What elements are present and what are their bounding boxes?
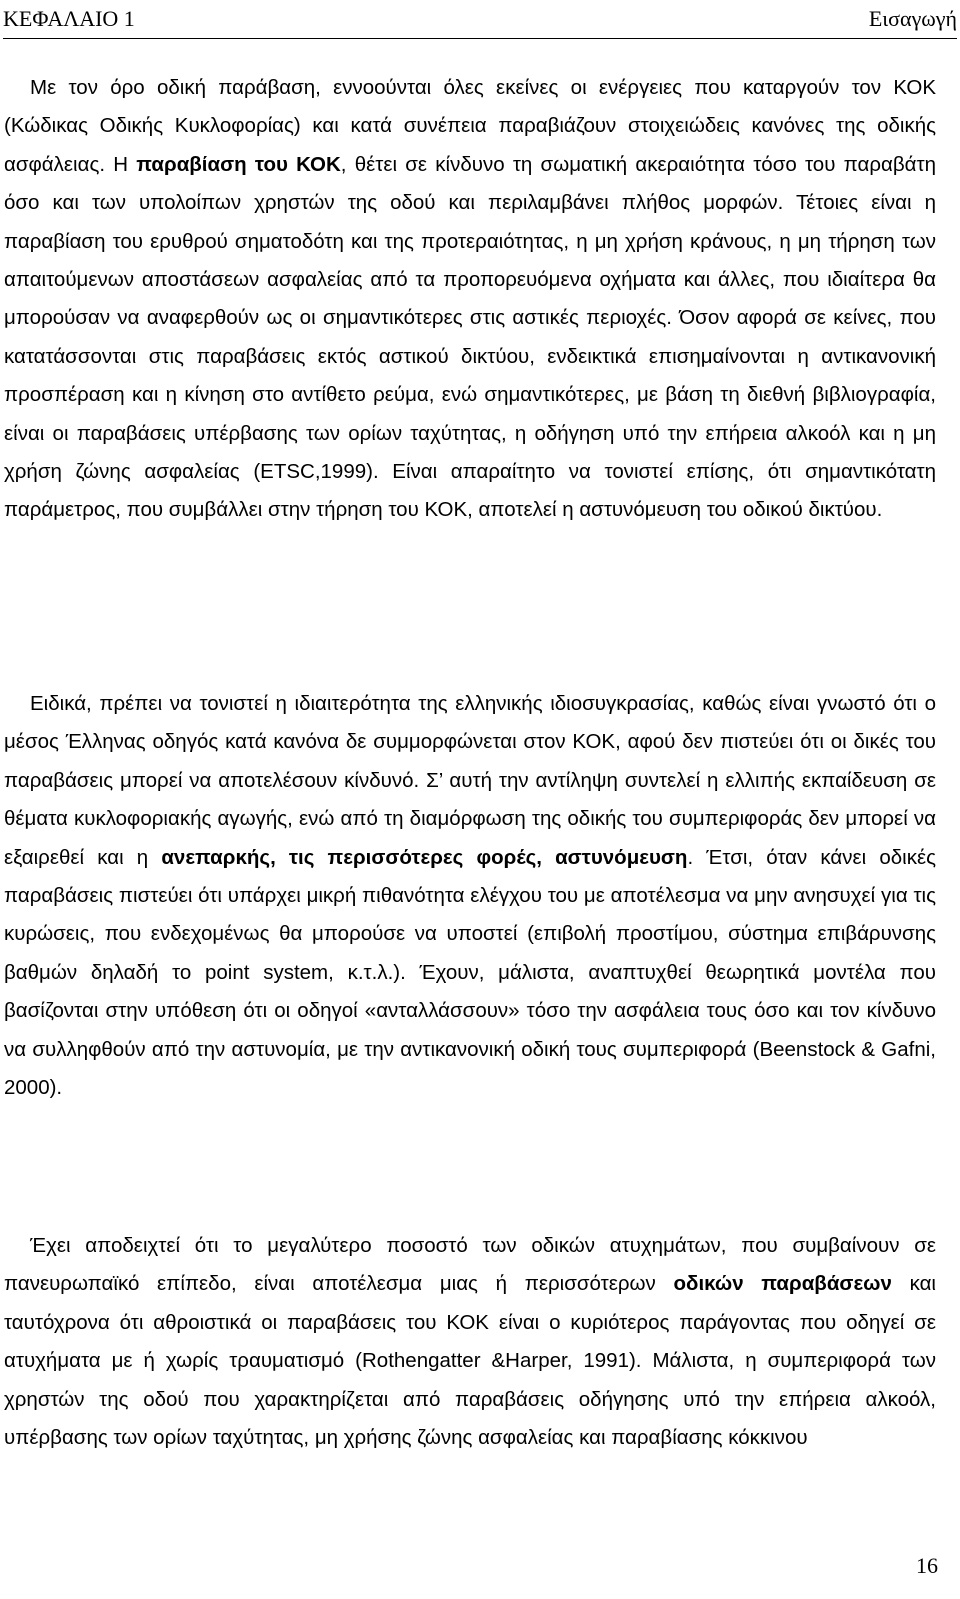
paragraph-2-text-a: Ειδικά, πρέπει να τονιστεί η ιδιαιτερότητα της ελληνικής ιδιοσυγκρασίας, καθώς είναι γνωστό ότι ο μέσος Έλληνας οδηγός κατά κανόνα δε συμμορφώνεται στον ΚΟΚ, αφού δεν πιστεύει ότι οι δικές του παραβάσεις μπορεί να αποτελέσουν κίνδυνό. Σ’ αυτή την αντίληψη συντελεί η ελλιπής εκπαίδευση σε θέματα κυκλοφοριακής αγωγής, ενώ από τη διαμόρφωση της οδικής του συμπεριφοράς δεν μπορεί να εξαιρεθεί και η — [4, 692, 936, 869]
chapter-title: ΚΕΦΑΛΑΙΟ 1 — [3, 6, 135, 31]
section-title: Εισαγωγή — [868, 6, 957, 31]
paragraph-3-text-b: και ταυτόχρονα ότι αθροιστικά οι παραβάσεις του ΚΟΚ είναι ο κυριότερος παράγοντας που οδηγεί σε ατυχήματα με ή χωρίς τραυματισμό (Rothengatter &Harper, 1991). Μάλιστα, η συμπεριφορά των χρηστών της οδού που χαρακτηρίζεται από παραβάσεις οδήγησης υπό την επήρεια αλκοόλ, υπέρβασης των ορίων ταχύτητας, μη χρήσης ζώνης ασφαλείας και παραβίασης κόκκινου — [4, 1272, 936, 1450]
running-header — [3, 2, 957, 39]
paragraph-2-text-b: . Έτσι, όταν κάνει οδικές παραβάσεις πιστεύει ότι υπάρχει μικρή πιθανότητα ελέγχου του με αποτέλεσμα να μην ανησυχεί για τις κυρώσεις, που ενδεχομένως θα μπορούσε να υποστεί (επιβολή προστίμου, σύστημα επιβάρυνσης βαθμών δηλαδή το point system, κ.τ.λ.). Έχουν, μάλιστα, αναπτυχθεί θεωρητικά μοντέλα που βασίζονται στην υπόθεση ότι οι οδηγοί «ανταλλάσσουν» τόσο την ασφάλεια τους όσο και τον κίνδυνο να συλληφθούν από την αστυνομία, με την αντικανονική οδική τους συμπεριφορά (Beenstock & Gafni, 2000). — [4, 845, 936, 1100]
paragraph-3-text-a: Έχει αποδειχτεί ότι το μεγαλύτερο ποσοστό των οδικών ατυχημάτων, που συμβαίνουν σε πανευρωπαϊκό επίπεδο, είναι αποτέλεσμα μιας ή περισσότερων — [4, 1234, 936, 1296]
paragraph-2 — [4, 685, 936, 1107]
paragraph-1-text-a: Με τον όρο οδική παράβαση, εννοούνται όλες εκείνες οι ενέργειες που καταργούν τον ΚΟΚ (Κώδικας Οδικής Κυκλοφορίας) και κατά συνέπεια παραβιάζουν στοιχειώδεις κανόνες της οδικής ασφάλειας. Η — [4, 76, 936, 176]
paragraph-1-bold: παραβίαση του ΚΟΚ — [136, 152, 341, 176]
paragraph-1 — [4, 69, 936, 530]
paragraph-2-bold: ανεπαρκής, τις περισσότερες φορές, αστυνόμευση — [161, 845, 688, 869]
page-number: 16 — [916, 1553, 938, 1578]
paragraph-3-bold: οδικών παραβάσεων — [673, 1272, 892, 1296]
paragraph-1-text-b: , θέτει σε κίνδυνο τη σωματική ακεραιότητα τόσο του παραβάτη όσο και των υπολοίπων χρηστών της οδού και περιλαμβάνει πλήθος μορφών. Τέτοιες είναι η παραβίαση του ερυθρού σηματοδότη και της προτεραιότητας, η μη χρήση κράνους, η μη τήρηση των απαιτούμενων αποστάσεων ασφαλείας από τα προπορευόμενα οχήματα και άλλες, που ιδιαίτερα θα μπορούσαν να αναφερθούν ως οι σημαντικότερες στις αστικές περιοχές. Όσον αφορά σε κείνες, που κατατάσσονται στις παραβάσεις εκτός αστικού δικτύου, ενδεικτικά επισημαίνονται η αντικανονική προσπέραση και η κίνηση στο αντίθετο ρεύμα, ενώ σημαντικότερες, με βάση τη διεθνή βιβλιογραφία, είναι οι παραβάσεις υπέρβασης των ορίων ταχύτητας, η οδήγηση υπό την επήρεια αλκοόλ και η μη χρήση ζώνης ασφαλείας (ETSC,1999). Είναι απαραίτητο να τονιστεί επίσης, ότι σημαντικότατη παράμετρος, που συμβάλλει στην τήρηση του ΚΟΚ, αποτελεί η αστυνόμευση του οδικού δικτύου. — [4, 152, 936, 522]
paragraph-3 — [4, 1227, 936, 1457]
